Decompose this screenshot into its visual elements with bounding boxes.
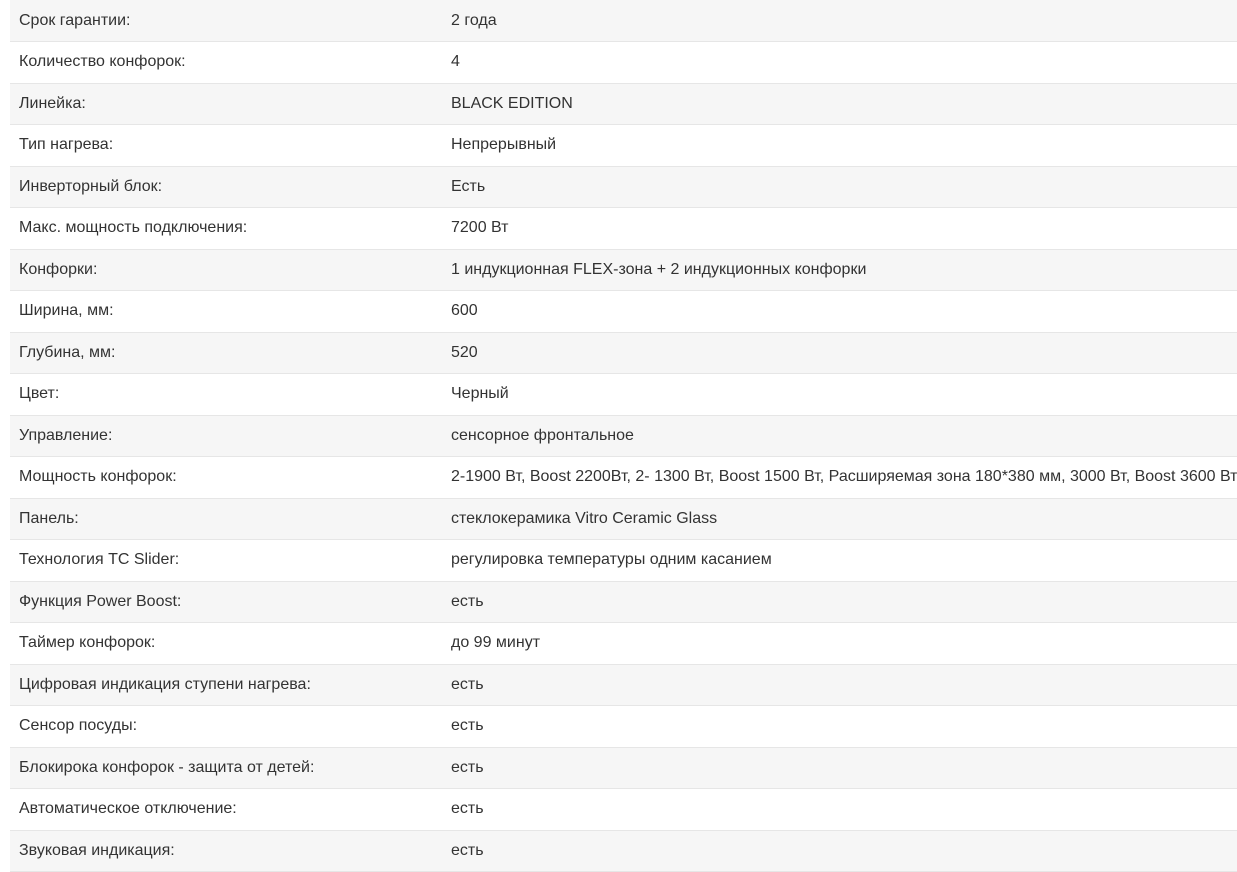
- spec-row-controls: [10, 415, 1237, 457]
- spec-name: Ширина, мм:: [10, 291, 442, 333]
- spec-row-panel: [10, 498, 1237, 540]
- spec-name: Звуковая индикация:: [10, 830, 442, 872]
- spec-value: Черный: [442, 374, 1237, 416]
- spec-row-child-lock: [10, 747, 1237, 789]
- spec-value: есть: [442, 789, 1237, 831]
- specifications-table: [10, 0, 1237, 872]
- spec-name: Глубина, мм:: [10, 332, 442, 374]
- spec-name: Сенсор посуды:: [10, 706, 442, 748]
- spec-value: 520: [442, 332, 1237, 374]
- spec-value: есть: [442, 706, 1237, 748]
- spec-value: 600: [442, 291, 1237, 333]
- spec-row-sound-indication: [10, 830, 1237, 872]
- spec-name: Цвет:: [10, 374, 442, 416]
- spec-row-max-power: [10, 208, 1237, 250]
- spec-name: Линейка:: [10, 83, 442, 125]
- spec-name: Блокирока конфорок - защита от детей:: [10, 747, 442, 789]
- spec-value: 2 года: [442, 0, 1237, 42]
- spec-row-timer: [10, 623, 1237, 665]
- spec-row-inverter: [10, 166, 1237, 208]
- spec-name: Функция Power Boost:: [10, 581, 442, 623]
- spec-name: Срок гарантии:: [10, 0, 442, 42]
- spec-value: 2-1900 Вт, Boost 2200Вт, 2- 1300 Вт, Boost 1500 Вт, Расширяемая зона 180*380 мм, 3000 Вт, Boost 3600 Вт: [442, 457, 1237, 499]
- spec-name: Технология TC Slider:: [10, 540, 442, 582]
- spec-row-warranty: [10, 0, 1237, 42]
- spec-row-burners: [10, 249, 1237, 291]
- spec-row-width: [10, 291, 1237, 333]
- spec-value: 1 индукционная FLEX-зона + 2 индукционных конфорки: [442, 249, 1237, 291]
- spec-value: Есть: [442, 166, 1237, 208]
- spec-name: Таймер конфорок:: [10, 623, 442, 665]
- spec-row-digital-indication: [10, 664, 1237, 706]
- spec-name: Управление:: [10, 415, 442, 457]
- spec-row-burner-power: [10, 457, 1237, 499]
- spec-value: до 99 минут: [442, 623, 1237, 665]
- spec-row-product-line: [10, 83, 1237, 125]
- spec-name: Конфорки:: [10, 249, 442, 291]
- spec-row-burner-count: [10, 42, 1237, 84]
- spec-value: 7200 Вт: [442, 208, 1237, 250]
- spec-value: регулировка температуры одним касанием: [442, 540, 1237, 582]
- spec-name: Тип нагрева:: [10, 125, 442, 167]
- spec-value: Непрерывный: [442, 125, 1237, 167]
- spec-name: Автоматическое отключение:: [10, 789, 442, 831]
- spec-value: есть: [442, 830, 1237, 872]
- specifications-table-body: [10, 0, 1237, 872]
- spec-row-cookware-sensor: [10, 706, 1237, 748]
- spec-value: 4: [442, 42, 1237, 84]
- spec-name: Инверторный блок:: [10, 166, 442, 208]
- spec-value: есть: [442, 664, 1237, 706]
- spec-row-color: [10, 374, 1237, 416]
- spec-row-power-boost: [10, 581, 1237, 623]
- spec-name: Панель:: [10, 498, 442, 540]
- spec-name: Макс. мощность подключения:: [10, 208, 442, 250]
- spec-row-depth: [10, 332, 1237, 374]
- spec-value: есть: [442, 581, 1237, 623]
- spec-value: BLACK EDITION: [442, 83, 1237, 125]
- spec-name: Мощность конфорок:: [10, 457, 442, 499]
- spec-row-auto-shutoff: [10, 789, 1237, 831]
- spec-value: стеклокерамика Vitro Ceramic Glass: [442, 498, 1237, 540]
- spec-value: сенсорное фронтальное: [442, 415, 1237, 457]
- spec-row-tc-slider: [10, 540, 1237, 582]
- spec-name: Цифровая индикация ступени нагрева:: [10, 664, 442, 706]
- spec-value: есть: [442, 747, 1237, 789]
- spec-row-heating-type: [10, 125, 1237, 167]
- spec-name: Количество конфорок:: [10, 42, 442, 84]
